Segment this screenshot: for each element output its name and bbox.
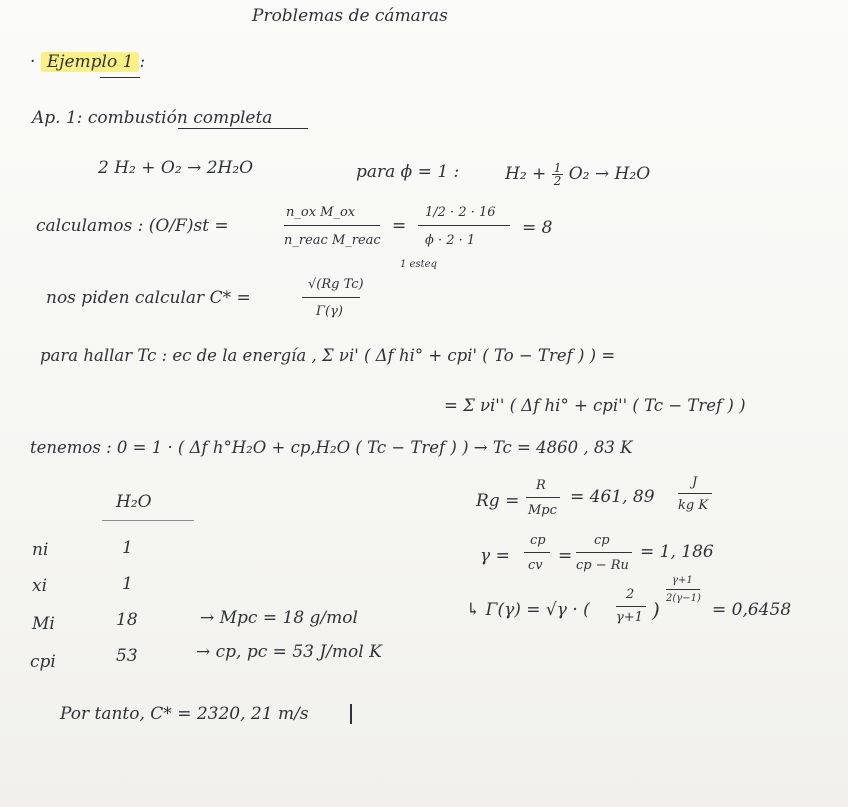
gamma-value: = 1, 186 (640, 542, 714, 562)
tc-result: tenemos : 0 = 1 · ( Δf h°H₂O + cp,H₂O ( Tc − Tref ) ) → Tc = 4860 , 83 K (30, 438, 633, 457)
approach-underline (178, 128, 308, 129)
gamma-numerator: cp (530, 533, 546, 548)
Gamma-left: ↳ Γ(γ) = √γ · ( (466, 600, 590, 620)
row-label-xi: xi (32, 576, 48, 596)
of-numerator: n_ox M_ox (286, 205, 356, 220)
rg-value: = 461, 89 (570, 487, 655, 507)
of-note: 1 esteq (400, 259, 437, 270)
gamma-numerator-2: cp (594, 533, 610, 548)
table-header-rule (102, 520, 194, 521)
bullet-dot: · (30, 52, 41, 72)
cstar-numerator: √(Rg Tc) (308, 277, 364, 292)
energy-line-2: = Σ νi'' ( Δf hi° + cpi'' ( Tc − Tref ) ) (444, 396, 746, 415)
cstar-fraction-bar (302, 297, 360, 298)
gamma-fraction-bar (524, 552, 550, 553)
row-label-cpi: cpi (30, 652, 56, 672)
of-fraction-bar-values (418, 225, 510, 226)
row-arrow-mpc: → Mpc = 18 g/mol (200, 608, 358, 628)
rg-denominator: Mpc (528, 503, 557, 518)
of-label: calculamos : (O/F)st = (36, 216, 229, 236)
example-label: Ejemplo 1 (41, 52, 140, 72)
cstar-label: nos piden calcular C* = (46, 288, 251, 308)
half-den: 2 (553, 174, 562, 188)
row-value-mi: 18 (116, 610, 138, 630)
table-header: H₂O (116, 492, 152, 512)
rg-unit-num: J (692, 475, 698, 490)
Gamma-value: = 0,6458 (712, 600, 792, 620)
of-result: = 8 (522, 218, 553, 238)
example-heading (30, 54, 145, 71)
of-denominator: n_reac M_reac (284, 233, 381, 248)
reaction-stoich-right: O₂ → H₂O (568, 164, 651, 184)
gamma-denominator-2: cp − Ru (576, 558, 629, 573)
row-label-ni: ni (32, 540, 49, 560)
row-value-ni: 1 (122, 538, 133, 558)
rg-label: Rg = (476, 491, 520, 511)
phi-label: para ϕ = 1 : (356, 162, 460, 182)
Gamma-exp-num: γ+1 (672, 575, 693, 586)
rg-unit-bar (678, 493, 712, 494)
rg-unit-den: kg K (678, 498, 709, 513)
page-title: Problemas de cámaras (252, 6, 448, 26)
Gamma-frac-num: 2 (626, 587, 635, 602)
half-num: 1 (553, 161, 562, 175)
conclusion: Por tanto, C* = 2320, 21 m/s (60, 704, 309, 724)
row-value-cpi: 53 (116, 646, 138, 666)
Gamma-frac-bar (616, 606, 646, 607)
half-fraction (552, 162, 564, 187)
rg-numerator: R (536, 478, 546, 493)
reaction-stoich-left: H₂ + (505, 164, 552, 184)
approach-heading: Ap. 1: combustión completa (32, 108, 273, 128)
reaction-general: 2 H₂ + O₂ → 2H₂O (98, 158, 254, 178)
example-underline (100, 77, 140, 78)
gamma-equals: = (558, 546, 573, 566)
of-numerator-values: 1/2 · 2 · 16 (425, 205, 496, 220)
row-label-mi: Mi (32, 614, 55, 634)
gamma-denominator: cv (528, 558, 543, 573)
gamma-fraction-bar-2 (576, 552, 632, 553)
of-denominator-values: ϕ · 2 · 1 (425, 233, 476, 248)
of-equals: = (392, 216, 407, 236)
Gamma-right: ) (652, 598, 660, 622)
Gamma-exp-den: 2(γ−1) (666, 593, 701, 604)
gamma-label: γ = (480, 546, 510, 566)
example-colon: : (139, 52, 146, 72)
conclusion-end-bar (350, 704, 352, 724)
cstar-denominator: Γ(γ) (316, 304, 343, 319)
Gamma-exp-bar (666, 589, 700, 590)
Gamma-frac-den: γ+1 (616, 610, 643, 625)
reaction-stoich (505, 162, 650, 187)
rg-fraction-bar (526, 497, 560, 498)
of-fraction-bar (284, 225, 380, 226)
row-value-xi: 1 (122, 574, 133, 594)
energy-line-1: para hallar Tc : ec de la energía , Σ νi' ( Δf hi° + cpi' ( To − Tref ) ) = (40, 346, 616, 365)
row-arrow-cppc: → cp, pc = 53 J/mol K (196, 642, 382, 662)
